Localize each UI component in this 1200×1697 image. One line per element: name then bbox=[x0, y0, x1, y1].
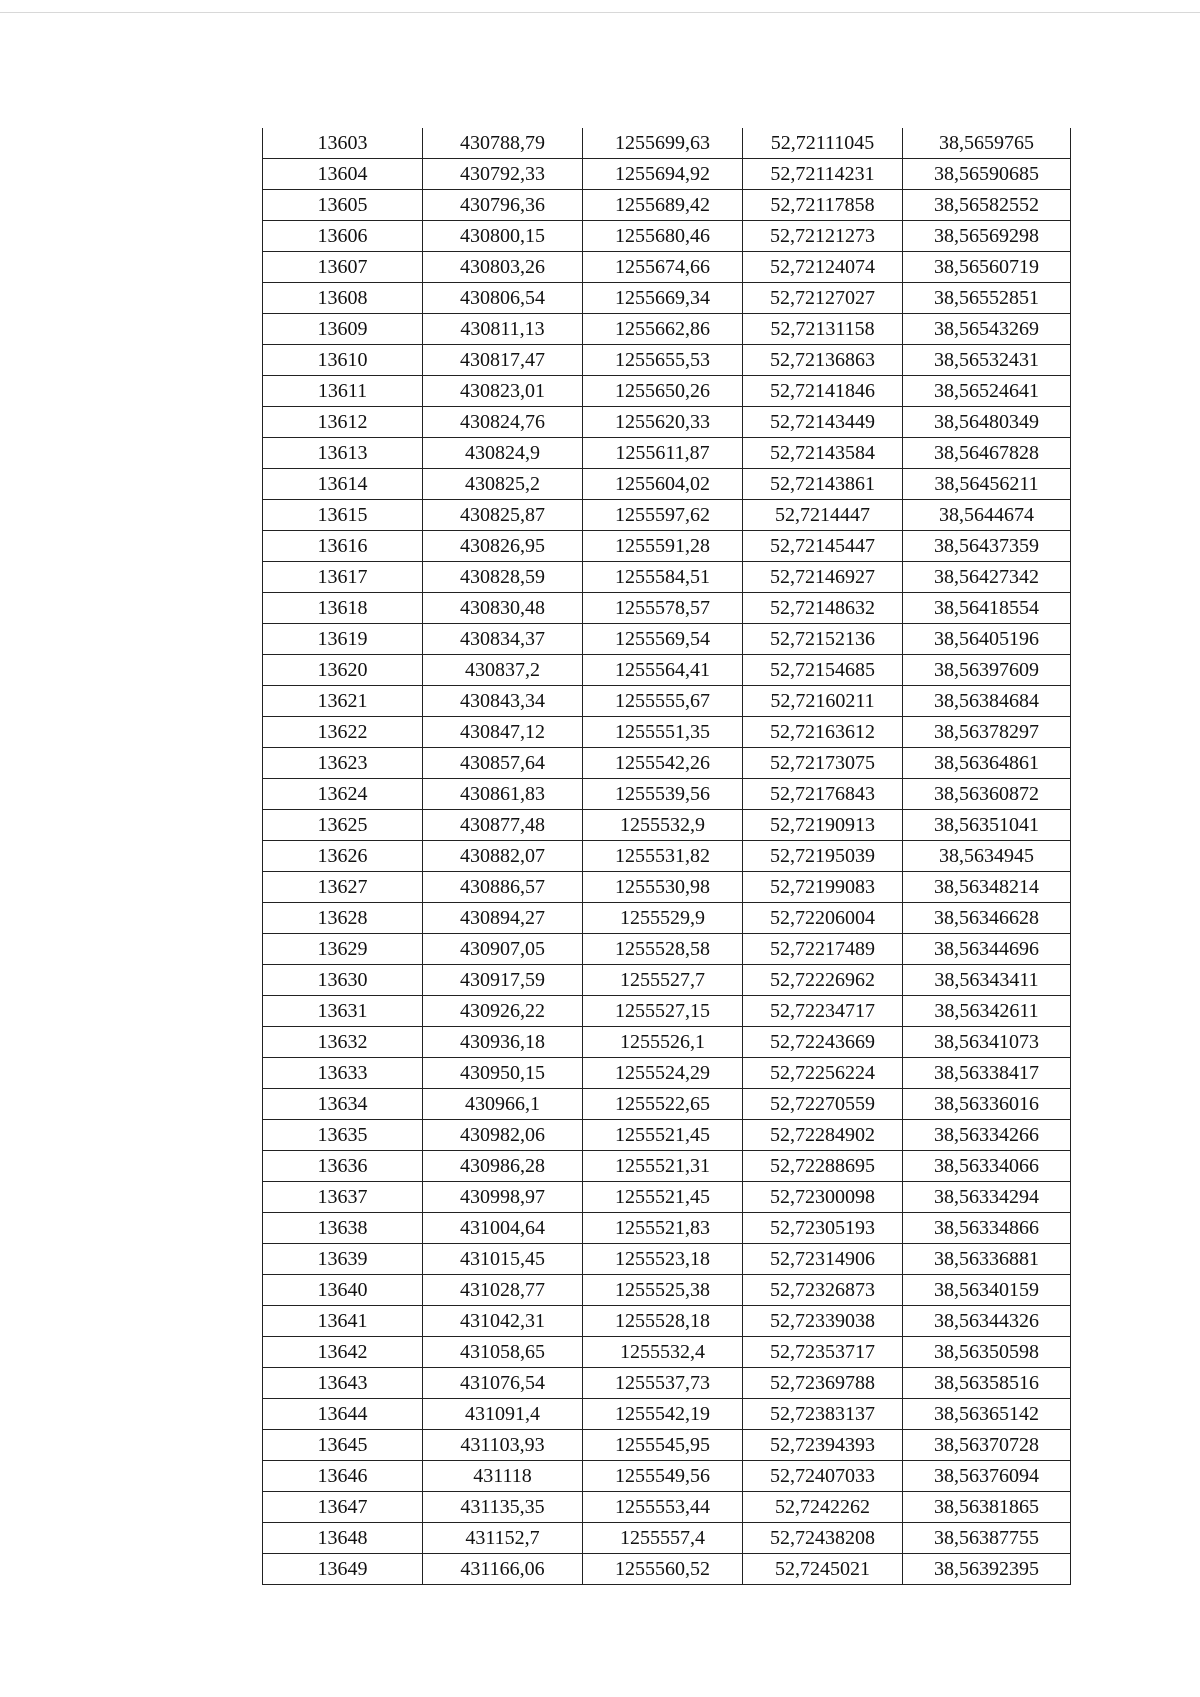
y-coordinate-cell: 1255532,4 bbox=[583, 1337, 743, 1368]
longitude-cell: 38,56392395 bbox=[903, 1554, 1071, 1585]
x-coordinate-cell: 430982,06 bbox=[423, 1120, 583, 1151]
latitude-cell: 52,72369788 bbox=[743, 1368, 903, 1399]
y-coordinate-cell: 1255537,73 bbox=[583, 1368, 743, 1399]
longitude-cell: 38,5659765 bbox=[903, 128, 1071, 159]
y-coordinate-cell: 1255662,86 bbox=[583, 314, 743, 345]
y-coordinate-cell: 1255591,28 bbox=[583, 531, 743, 562]
latitude-cell: 52,72141846 bbox=[743, 376, 903, 407]
x-coordinate-cell: 430837,2 bbox=[423, 655, 583, 686]
latitude-cell: 52,7214447 bbox=[743, 500, 903, 531]
table-row bbox=[263, 1058, 1071, 1089]
latitude-cell: 52,72256224 bbox=[743, 1058, 903, 1089]
table-row bbox=[263, 1120, 1071, 1151]
latitude-cell: 52,72145447 bbox=[743, 531, 903, 562]
x-coordinate-cell: 430998,97 bbox=[423, 1182, 583, 1213]
longitude-cell: 38,56334294 bbox=[903, 1182, 1071, 1213]
latitude-cell: 52,72173075 bbox=[743, 748, 903, 779]
longitude-cell: 38,56569298 bbox=[903, 221, 1071, 252]
x-coordinate-cell: 431028,77 bbox=[423, 1275, 583, 1306]
latitude-cell: 52,72176843 bbox=[743, 779, 903, 810]
longitude-cell: 38,56344696 bbox=[903, 934, 1071, 965]
table-row bbox=[263, 1337, 1071, 1368]
x-coordinate-cell: 430926,22 bbox=[423, 996, 583, 1027]
table-row bbox=[263, 1492, 1071, 1523]
table-row bbox=[263, 345, 1071, 376]
point-number-cell: 13620 bbox=[263, 655, 423, 686]
latitude-cell: 52,72190913 bbox=[743, 810, 903, 841]
table-row bbox=[263, 314, 1071, 345]
table-row bbox=[263, 283, 1071, 314]
longitude-cell: 38,56376094 bbox=[903, 1461, 1071, 1492]
y-coordinate-cell: 1255523,18 bbox=[583, 1244, 743, 1275]
latitude-cell: 52,72217489 bbox=[743, 934, 903, 965]
y-coordinate-cell: 1255521,31 bbox=[583, 1151, 743, 1182]
x-coordinate-cell: 430824,9 bbox=[423, 438, 583, 469]
longitude-cell: 38,56351041 bbox=[903, 810, 1071, 841]
point-number-cell: 13618 bbox=[263, 593, 423, 624]
longitude-cell: 38,56582552 bbox=[903, 190, 1071, 221]
point-number-cell: 13635 bbox=[263, 1120, 423, 1151]
table-row bbox=[263, 748, 1071, 779]
longitude-cell: 38,56381865 bbox=[903, 1492, 1071, 1523]
latitude-cell: 52,72394393 bbox=[743, 1430, 903, 1461]
table-row bbox=[263, 221, 1071, 252]
longitude-cell: 38,56341073 bbox=[903, 1027, 1071, 1058]
y-coordinate-cell: 1255564,41 bbox=[583, 655, 743, 686]
y-coordinate-cell: 1255529,9 bbox=[583, 903, 743, 934]
point-number-cell: 13609 bbox=[263, 314, 423, 345]
longitude-cell: 38,56524641 bbox=[903, 376, 1071, 407]
latitude-cell: 52,72124074 bbox=[743, 252, 903, 283]
table-row bbox=[263, 1399, 1071, 1430]
x-coordinate-cell: 430825,2 bbox=[423, 469, 583, 500]
document-page bbox=[262, 128, 1070, 1585]
point-number-cell: 13644 bbox=[263, 1399, 423, 1430]
point-number-cell: 13646 bbox=[263, 1461, 423, 1492]
y-coordinate-cell: 1255674,66 bbox=[583, 252, 743, 283]
latitude-cell: 52,72117858 bbox=[743, 190, 903, 221]
table-row bbox=[263, 1089, 1071, 1120]
x-coordinate-cell: 430857,64 bbox=[423, 748, 583, 779]
y-coordinate-cell: 1255521,83 bbox=[583, 1213, 743, 1244]
longitude-cell: 38,56532431 bbox=[903, 345, 1071, 376]
x-coordinate-cell: 430824,76 bbox=[423, 407, 583, 438]
y-coordinate-cell: 1255531,82 bbox=[583, 841, 743, 872]
table-row bbox=[263, 996, 1071, 1027]
point-number-cell: 13638 bbox=[263, 1213, 423, 1244]
latitude-cell: 52,72199083 bbox=[743, 872, 903, 903]
table-row bbox=[263, 562, 1071, 593]
longitude-cell: 38,56543269 bbox=[903, 314, 1071, 345]
table-row bbox=[263, 1554, 1071, 1585]
y-coordinate-cell: 1255532,9 bbox=[583, 810, 743, 841]
longitude-cell: 38,56340159 bbox=[903, 1275, 1071, 1306]
point-number-cell: 13613 bbox=[263, 438, 423, 469]
point-number-cell: 13619 bbox=[263, 624, 423, 655]
latitude-cell: 52,72111045 bbox=[743, 128, 903, 159]
latitude-cell: 52,72143861 bbox=[743, 469, 903, 500]
longitude-cell: 38,56384684 bbox=[903, 686, 1071, 717]
y-coordinate-cell: 1255560,52 bbox=[583, 1554, 743, 1585]
latitude-cell: 52,72127027 bbox=[743, 283, 903, 314]
table-row bbox=[263, 407, 1071, 438]
coordinates-table-body bbox=[263, 128, 1071, 1585]
table-row bbox=[263, 376, 1071, 407]
y-coordinate-cell: 1255528,18 bbox=[583, 1306, 743, 1337]
point-number-cell: 13605 bbox=[263, 190, 423, 221]
x-coordinate-cell: 431091,4 bbox=[423, 1399, 583, 1430]
point-number-cell: 13648 bbox=[263, 1523, 423, 1554]
y-coordinate-cell: 1255597,62 bbox=[583, 500, 743, 531]
point-number-cell: 13637 bbox=[263, 1182, 423, 1213]
latitude-cell: 52,72339038 bbox=[743, 1306, 903, 1337]
table-row bbox=[263, 1430, 1071, 1461]
longitude-cell: 38,5644674 bbox=[903, 500, 1071, 531]
point-number-cell: 13640 bbox=[263, 1275, 423, 1306]
y-coordinate-cell: 1255604,02 bbox=[583, 469, 743, 500]
longitude-cell: 38,56334266 bbox=[903, 1120, 1071, 1151]
table-row bbox=[263, 1151, 1071, 1182]
latitude-cell: 52,72305193 bbox=[743, 1213, 903, 1244]
y-coordinate-cell: 1255522,65 bbox=[583, 1089, 743, 1120]
longitude-cell: 38,56456211 bbox=[903, 469, 1071, 500]
x-coordinate-cell: 430882,07 bbox=[423, 841, 583, 872]
longitude-cell: 38,56552851 bbox=[903, 283, 1071, 314]
point-number-cell: 13615 bbox=[263, 500, 423, 531]
x-coordinate-cell: 430800,15 bbox=[423, 221, 583, 252]
point-number-cell: 13643 bbox=[263, 1368, 423, 1399]
latitude-cell: 52,72146927 bbox=[743, 562, 903, 593]
y-coordinate-cell: 1255527,7 bbox=[583, 965, 743, 996]
y-coordinate-cell: 1255549,56 bbox=[583, 1461, 743, 1492]
y-coordinate-cell: 1255689,42 bbox=[583, 190, 743, 221]
table-row bbox=[263, 624, 1071, 655]
point-number-cell: 13636 bbox=[263, 1151, 423, 1182]
table-row bbox=[263, 965, 1071, 996]
table-row bbox=[263, 841, 1071, 872]
longitude-cell: 38,56334066 bbox=[903, 1151, 1071, 1182]
y-coordinate-cell: 1255650,26 bbox=[583, 376, 743, 407]
x-coordinate-cell: 430907,05 bbox=[423, 934, 583, 965]
point-number-cell: 13628 bbox=[263, 903, 423, 934]
y-coordinate-cell: 1255569,54 bbox=[583, 624, 743, 655]
latitude-cell: 52,72160211 bbox=[743, 686, 903, 717]
latitude-cell: 52,72300098 bbox=[743, 1182, 903, 1213]
latitude-cell: 52,72195039 bbox=[743, 841, 903, 872]
x-coordinate-cell: 430792,33 bbox=[423, 159, 583, 190]
y-coordinate-cell: 1255521,45 bbox=[583, 1182, 743, 1213]
y-coordinate-cell: 1255527,15 bbox=[583, 996, 743, 1027]
y-coordinate-cell: 1255584,51 bbox=[583, 562, 743, 593]
table-row bbox=[263, 1244, 1071, 1275]
x-coordinate-cell: 430806,54 bbox=[423, 283, 583, 314]
y-coordinate-cell: 1255539,56 bbox=[583, 779, 743, 810]
y-coordinate-cell: 1255542,19 bbox=[583, 1399, 743, 1430]
y-coordinate-cell: 1255521,45 bbox=[583, 1120, 743, 1151]
latitude-cell: 52,72154685 bbox=[743, 655, 903, 686]
latitude-cell: 52,72438208 bbox=[743, 1523, 903, 1554]
table-row bbox=[263, 159, 1071, 190]
longitude-cell: 38,56397609 bbox=[903, 655, 1071, 686]
y-coordinate-cell: 1255525,38 bbox=[583, 1275, 743, 1306]
x-coordinate-cell: 430886,57 bbox=[423, 872, 583, 903]
latitude-cell: 52,72226962 bbox=[743, 965, 903, 996]
table-row bbox=[263, 1275, 1071, 1306]
table-row bbox=[263, 1461, 1071, 1492]
x-coordinate-cell: 430826,95 bbox=[423, 531, 583, 562]
table-row bbox=[263, 531, 1071, 562]
latitude-cell: 52,7245021 bbox=[743, 1554, 903, 1585]
table-row bbox=[263, 128, 1071, 159]
longitude-cell: 38,56358516 bbox=[903, 1368, 1071, 1399]
x-coordinate-cell: 430828,59 bbox=[423, 562, 583, 593]
latitude-cell: 52,72163612 bbox=[743, 717, 903, 748]
y-coordinate-cell: 1255669,34 bbox=[583, 283, 743, 314]
latitude-cell: 52,72284902 bbox=[743, 1120, 903, 1151]
x-coordinate-cell: 431166,06 bbox=[423, 1554, 583, 1585]
point-number-cell: 13608 bbox=[263, 283, 423, 314]
coordinates-table bbox=[262, 128, 1071, 1585]
latitude-cell: 52,7242262 bbox=[743, 1492, 903, 1523]
x-coordinate-cell: 431118 bbox=[423, 1461, 583, 1492]
table-row bbox=[263, 717, 1071, 748]
point-number-cell: 13614 bbox=[263, 469, 423, 500]
x-coordinate-cell: 431135,35 bbox=[423, 1492, 583, 1523]
point-number-cell: 13633 bbox=[263, 1058, 423, 1089]
y-coordinate-cell: 1255680,46 bbox=[583, 221, 743, 252]
point-number-cell: 13610 bbox=[263, 345, 423, 376]
longitude-cell: 38,56360872 bbox=[903, 779, 1071, 810]
table-row bbox=[263, 872, 1071, 903]
latitude-cell: 52,72114231 bbox=[743, 159, 903, 190]
longitude-cell: 38,56437359 bbox=[903, 531, 1071, 562]
y-coordinate-cell: 1255542,26 bbox=[583, 748, 743, 779]
point-number-cell: 13649 bbox=[263, 1554, 423, 1585]
x-coordinate-cell: 430861,83 bbox=[423, 779, 583, 810]
longitude-cell: 38,56590685 bbox=[903, 159, 1071, 190]
table-row bbox=[263, 686, 1071, 717]
longitude-cell: 38,56418554 bbox=[903, 593, 1071, 624]
table-row bbox=[263, 934, 1071, 965]
table-row bbox=[263, 1213, 1071, 1244]
x-coordinate-cell: 430823,01 bbox=[423, 376, 583, 407]
y-coordinate-cell: 1255694,92 bbox=[583, 159, 743, 190]
table-row bbox=[263, 1027, 1071, 1058]
point-number-cell: 13622 bbox=[263, 717, 423, 748]
point-number-cell: 13604 bbox=[263, 159, 423, 190]
latitude-cell: 52,72407033 bbox=[743, 1461, 903, 1492]
point-number-cell: 13629 bbox=[263, 934, 423, 965]
y-coordinate-cell: 1255620,33 bbox=[583, 407, 743, 438]
y-coordinate-cell: 1255545,95 bbox=[583, 1430, 743, 1461]
latitude-cell: 52,72143584 bbox=[743, 438, 903, 469]
latitude-cell: 52,72131158 bbox=[743, 314, 903, 345]
x-coordinate-cell: 430788,79 bbox=[423, 128, 583, 159]
table-row bbox=[263, 1306, 1071, 1337]
point-number-cell: 13603 bbox=[263, 128, 423, 159]
latitude-cell: 52,72383137 bbox=[743, 1399, 903, 1430]
point-number-cell: 13621 bbox=[263, 686, 423, 717]
latitude-cell: 52,72243669 bbox=[743, 1027, 903, 1058]
point-number-cell: 13647 bbox=[263, 1492, 423, 1523]
point-number-cell: 13625 bbox=[263, 810, 423, 841]
y-coordinate-cell: 1255655,53 bbox=[583, 345, 743, 376]
longitude-cell: 38,56427342 bbox=[903, 562, 1071, 593]
x-coordinate-cell: 430950,15 bbox=[423, 1058, 583, 1089]
latitude-cell: 52,72234717 bbox=[743, 996, 903, 1027]
longitude-cell: 38,56344326 bbox=[903, 1306, 1071, 1337]
point-number-cell: 13623 bbox=[263, 748, 423, 779]
latitude-cell: 52,72314906 bbox=[743, 1244, 903, 1275]
table-row bbox=[263, 903, 1071, 934]
x-coordinate-cell: 430817,47 bbox=[423, 345, 583, 376]
page-top-edge bbox=[0, 12, 1200, 13]
latitude-cell: 52,72136863 bbox=[743, 345, 903, 376]
y-coordinate-cell: 1255578,57 bbox=[583, 593, 743, 624]
point-number-cell: 13627 bbox=[263, 872, 423, 903]
table-row bbox=[263, 252, 1071, 283]
x-coordinate-cell: 430917,59 bbox=[423, 965, 583, 996]
x-coordinate-cell: 430966,1 bbox=[423, 1089, 583, 1120]
x-coordinate-cell: 431058,65 bbox=[423, 1337, 583, 1368]
x-coordinate-cell: 431103,93 bbox=[423, 1430, 583, 1461]
point-number-cell: 13632 bbox=[263, 1027, 423, 1058]
x-coordinate-cell: 430825,87 bbox=[423, 500, 583, 531]
point-number-cell: 13612 bbox=[263, 407, 423, 438]
latitude-cell: 52,72353717 bbox=[743, 1337, 903, 1368]
point-number-cell: 13645 bbox=[263, 1430, 423, 1461]
longitude-cell: 38,56467828 bbox=[903, 438, 1071, 469]
point-number-cell: 13606 bbox=[263, 221, 423, 252]
x-coordinate-cell: 430796,36 bbox=[423, 190, 583, 221]
longitude-cell: 38,56336016 bbox=[903, 1089, 1071, 1120]
y-coordinate-cell: 1255699,63 bbox=[583, 128, 743, 159]
point-number-cell: 13631 bbox=[263, 996, 423, 1027]
x-coordinate-cell: 431076,54 bbox=[423, 1368, 583, 1399]
x-coordinate-cell: 431152,7 bbox=[423, 1523, 583, 1554]
y-coordinate-cell: 1255526,1 bbox=[583, 1027, 743, 1058]
longitude-cell: 38,56370728 bbox=[903, 1430, 1071, 1461]
longitude-cell: 38,56348214 bbox=[903, 872, 1071, 903]
x-coordinate-cell: 430803,26 bbox=[423, 252, 583, 283]
point-number-cell: 13639 bbox=[263, 1244, 423, 1275]
x-coordinate-cell: 430843,34 bbox=[423, 686, 583, 717]
table-row bbox=[263, 779, 1071, 810]
point-number-cell: 13617 bbox=[263, 562, 423, 593]
latitude-cell: 52,72206004 bbox=[743, 903, 903, 934]
table-row bbox=[263, 438, 1071, 469]
point-number-cell: 13642 bbox=[263, 1337, 423, 1368]
y-coordinate-cell: 1255530,98 bbox=[583, 872, 743, 903]
table-row bbox=[263, 1523, 1071, 1554]
x-coordinate-cell: 431042,31 bbox=[423, 1306, 583, 1337]
table-row bbox=[263, 593, 1071, 624]
x-coordinate-cell: 430834,37 bbox=[423, 624, 583, 655]
point-number-cell: 13607 bbox=[263, 252, 423, 283]
point-number-cell: 13641 bbox=[263, 1306, 423, 1337]
longitude-cell: 38,56334866 bbox=[903, 1213, 1071, 1244]
point-number-cell: 13634 bbox=[263, 1089, 423, 1120]
point-number-cell: 13626 bbox=[263, 841, 423, 872]
point-number-cell: 13616 bbox=[263, 531, 423, 562]
table-row bbox=[263, 810, 1071, 841]
x-coordinate-cell: 431004,64 bbox=[423, 1213, 583, 1244]
x-coordinate-cell: 430894,27 bbox=[423, 903, 583, 934]
table-row bbox=[263, 655, 1071, 686]
y-coordinate-cell: 1255528,58 bbox=[583, 934, 743, 965]
x-coordinate-cell: 430986,28 bbox=[423, 1151, 583, 1182]
table-row bbox=[263, 469, 1071, 500]
latitude-cell: 52,72143449 bbox=[743, 407, 903, 438]
y-coordinate-cell: 1255611,87 bbox=[583, 438, 743, 469]
latitude-cell: 52,72270559 bbox=[743, 1089, 903, 1120]
x-coordinate-cell: 430877,48 bbox=[423, 810, 583, 841]
longitude-cell: 38,56346628 bbox=[903, 903, 1071, 934]
x-coordinate-cell: 430847,12 bbox=[423, 717, 583, 748]
latitude-cell: 52,72121273 bbox=[743, 221, 903, 252]
table-row bbox=[263, 1368, 1071, 1399]
longitude-cell: 38,56405196 bbox=[903, 624, 1071, 655]
longitude-cell: 38,56560719 bbox=[903, 252, 1071, 283]
longitude-cell: 38,56364861 bbox=[903, 748, 1071, 779]
longitude-cell: 38,56378297 bbox=[903, 717, 1071, 748]
point-number-cell: 13611 bbox=[263, 376, 423, 407]
point-number-cell: 13624 bbox=[263, 779, 423, 810]
longitude-cell: 38,56338417 bbox=[903, 1058, 1071, 1089]
longitude-cell: 38,56343411 bbox=[903, 965, 1071, 996]
y-coordinate-cell: 1255557,4 bbox=[583, 1523, 743, 1554]
y-coordinate-cell: 1255524,29 bbox=[583, 1058, 743, 1089]
longitude-cell: 38,56387755 bbox=[903, 1523, 1071, 1554]
x-coordinate-cell: 430936,18 bbox=[423, 1027, 583, 1058]
table-row bbox=[263, 1182, 1071, 1213]
longitude-cell: 38,56336881 bbox=[903, 1244, 1071, 1275]
y-coordinate-cell: 1255555,67 bbox=[583, 686, 743, 717]
longitude-cell: 38,5634945 bbox=[903, 841, 1071, 872]
latitude-cell: 52,72148632 bbox=[743, 593, 903, 624]
longitude-cell: 38,56350598 bbox=[903, 1337, 1071, 1368]
latitude-cell: 52,72326873 bbox=[743, 1275, 903, 1306]
y-coordinate-cell: 1255551,35 bbox=[583, 717, 743, 748]
x-coordinate-cell: 431015,45 bbox=[423, 1244, 583, 1275]
table-row bbox=[263, 190, 1071, 221]
point-number-cell: 13630 bbox=[263, 965, 423, 996]
longitude-cell: 38,56480349 bbox=[903, 407, 1071, 438]
longitude-cell: 38,56342611 bbox=[903, 996, 1071, 1027]
y-coordinate-cell: 1255553,44 bbox=[583, 1492, 743, 1523]
longitude-cell: 38,56365142 bbox=[903, 1399, 1071, 1430]
x-coordinate-cell: 430830,48 bbox=[423, 593, 583, 624]
latitude-cell: 52,72152136 bbox=[743, 624, 903, 655]
table-row bbox=[263, 500, 1071, 531]
x-coordinate-cell: 430811,13 bbox=[423, 314, 583, 345]
latitude-cell: 52,72288695 bbox=[743, 1151, 903, 1182]
